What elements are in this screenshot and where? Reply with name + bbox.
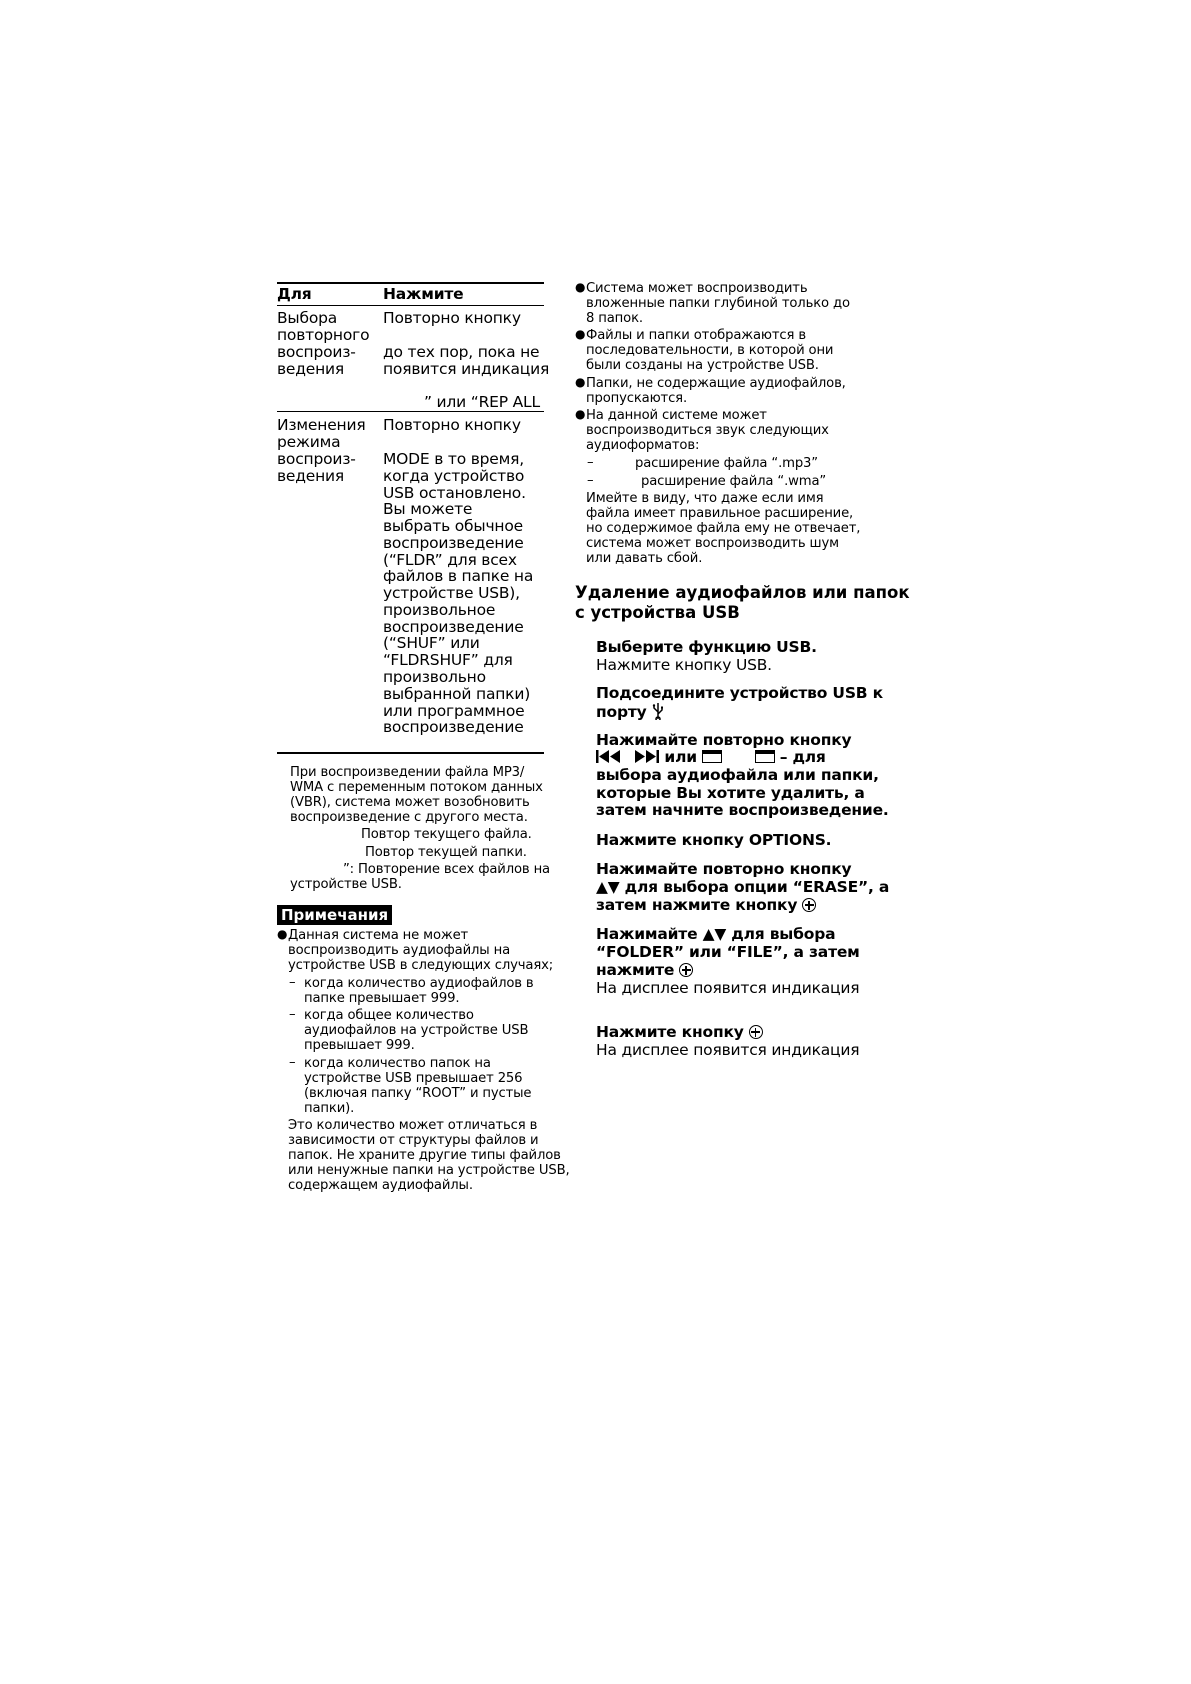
step6-line xyxy=(596,925,835,943)
note-tail-line: зависимости от структуры файлов и xyxy=(288,1133,539,1148)
table-header-rule xyxy=(277,305,544,306)
note-dash-line: когда общее количество xyxy=(304,1008,474,1023)
row2-col2-line: выбрать обычное xyxy=(383,517,523,535)
step6-text: Нажимайте xyxy=(596,925,698,943)
dash-icon: – xyxy=(289,975,296,990)
row2-col2-line: произвольное xyxy=(383,601,496,619)
step1-text: Нажмите кнопку USB. xyxy=(596,656,772,674)
repeat-mode-line: Повтор текущей папки. xyxy=(365,845,527,860)
step5-line xyxy=(596,878,889,896)
note-line: воспроизводить аудиофайлы на xyxy=(288,943,511,958)
note-dash-line: (включая папку “ROOT” и пустые xyxy=(304,1086,532,1101)
note-dash-line: аудиофайлов на устройстве USB xyxy=(304,1023,529,1038)
notes-heading: Примечания xyxy=(277,905,392,925)
right-bullet-line: пропускаются. xyxy=(586,391,687,406)
row2-col2-line: устройстве USB), xyxy=(383,584,520,602)
note-dash-line: превышает 999. xyxy=(304,1038,415,1053)
step6-text: нажмите xyxy=(596,961,675,979)
right-tail-line: Имейте в виду, что даже если имя xyxy=(586,491,824,506)
repeat-mode-line: Повтор текущего файла. xyxy=(361,827,532,842)
vbr-note-line: (VBR), система может возобновить xyxy=(290,795,530,810)
note-tail-line: содержащем аудиофайлы. xyxy=(288,1178,473,1193)
right-tail-line: система может воспроизводить шум xyxy=(586,536,839,551)
table-bottom-rule xyxy=(277,752,544,754)
row1-col2-line: появится индикация xyxy=(383,360,550,378)
section-heading: с устройства USB xyxy=(575,603,740,622)
right-bullet-line: На данной системе может xyxy=(586,408,767,423)
enter-icon xyxy=(679,963,693,977)
right-bullet-line: последовательности, в которой они xyxy=(586,343,834,358)
note-line: Данная система не может xyxy=(288,928,469,943)
step5-line xyxy=(596,896,816,914)
row2-col1-line: режима xyxy=(277,433,341,451)
table-top-rule xyxy=(277,282,544,284)
next-track-icon xyxy=(633,748,664,766)
usb-icon xyxy=(652,703,664,721)
right-bullet-line: Система может воспроизводить xyxy=(586,281,808,296)
down-arrow-icon: ▼ xyxy=(714,925,727,943)
step4-title: Нажмите кнопку OPTIONS. xyxy=(596,831,832,849)
row2-col2-line: воспроизведение xyxy=(383,618,524,636)
row2-col2-line: воспроизведение xyxy=(383,718,524,736)
enter-icon xyxy=(749,1025,763,1039)
row2-col1-line: воспроиз- xyxy=(277,450,356,468)
note-dash-line: когда количество папок на xyxy=(304,1056,491,1071)
table-header-col2: Нажмите xyxy=(383,285,464,303)
bullet-icon: ● xyxy=(277,927,288,941)
row2-col2-line: или программное xyxy=(383,702,525,720)
format-line: расширение файла “.mp3” xyxy=(635,456,818,471)
row2-col2-line: Вы можете xyxy=(383,500,473,518)
right-bullet-line: 8 папок. xyxy=(586,311,643,326)
table-row-rule xyxy=(277,411,544,412)
note-line: устройстве USB в следующих случаях; xyxy=(288,958,554,973)
step2-title: Подсоедините устройство USB к xyxy=(596,684,883,702)
row2-col2-line: произвольно xyxy=(383,668,486,686)
table-header-col1: Для xyxy=(277,285,312,303)
step5-text: для выбора опции “ERASE”, а xyxy=(624,878,890,896)
step5-text: затем нажмите кнопку xyxy=(596,896,798,914)
row2-col2-line: MODE в то время, xyxy=(383,450,524,468)
step5-line: Нажимайте повторно кнопку xyxy=(596,860,852,878)
step3-keys-line xyxy=(596,748,826,766)
dash-icon: – xyxy=(289,1055,296,1070)
vbr-note-line: При воспроизведении файла MP3/ xyxy=(290,765,525,780)
bullet-icon: ● xyxy=(575,280,586,294)
step6-text: для выбора xyxy=(731,925,836,943)
note-dash-line: когда количество аудиофайлов в xyxy=(304,976,534,991)
row2-col2-line: когда устройство xyxy=(383,467,525,485)
step3-line: затем начните воспроизведение. xyxy=(596,801,889,819)
row2-col1-line: ведения xyxy=(277,467,345,485)
note-tail-line: или ненужные папки на устройстве USB, xyxy=(288,1163,570,1178)
down-arrow-icon: ▼ xyxy=(607,878,620,896)
up-arrow-icon: ▲ xyxy=(702,925,715,943)
folder-plus-icon xyxy=(755,750,775,763)
prev-track-icon xyxy=(596,748,627,766)
row1-col2-line: до тех пор, пока не xyxy=(383,343,540,361)
vbr-note-line: воспроизведение с другого места. xyxy=(290,810,528,825)
dash-icon: – xyxy=(587,455,594,470)
right-tail-line: но содержимое файла ему не отвечает, xyxy=(586,521,861,536)
row1-col1-line: воспроиз- xyxy=(277,343,356,361)
right-bullet-line: Файлы и папки отображаются в xyxy=(586,328,806,343)
step2-port-text: порту xyxy=(596,703,647,721)
note-tail-line: Это количество может отличаться в xyxy=(288,1118,538,1133)
vbr-note-line: WMA с переменным потоком данных xyxy=(290,780,543,795)
note-dash-line: папки). xyxy=(304,1101,355,1116)
or-text: или xyxy=(664,748,697,766)
step6-line: “FOLDER” или “FILE”, а затем xyxy=(596,943,860,961)
row2-col2-line: выбранной папки) xyxy=(383,685,531,703)
dash-icon: – xyxy=(289,1007,296,1022)
right-bullet-line: вложенные папки глубиной только до xyxy=(586,296,850,311)
bullet-icon: ● xyxy=(575,407,586,421)
right-tail-line: файла имеет правильное расширение, xyxy=(586,506,854,521)
row2-col2-line: USB остановлено. xyxy=(383,484,526,502)
repeat-mode-line: устройстве USB. xyxy=(290,877,402,892)
dash-for-text: – для xyxy=(779,748,826,766)
bullet-icon: ● xyxy=(575,327,586,341)
step6-line xyxy=(596,961,693,979)
enter-icon xyxy=(802,898,816,912)
right-bullet-line: были созданы на устройстве USB. xyxy=(586,358,819,373)
right-bullet-line: Папки, не содержащие аудиофайлов, xyxy=(586,376,846,391)
right-tail-line: или давать сбой. xyxy=(586,551,703,566)
row2-col2-line: (“SHUF” или xyxy=(383,634,480,652)
step3-line: которые Вы хотите удалить, а xyxy=(596,784,865,802)
step3-title: Нажимайте повторно кнопку xyxy=(596,731,852,749)
row1-col2-line: ” или “REP ALL xyxy=(424,393,540,411)
row2-col2-line: файлов в папке на xyxy=(383,567,534,585)
row2-col2-line: (“FLDR” для всех xyxy=(383,551,517,569)
format-line: расширение файла “.wma” xyxy=(641,474,827,489)
section-heading: Удаление аудиофайлов или папок xyxy=(575,583,910,602)
right-bullet-line: аудиоформатов: xyxy=(586,438,700,453)
up-arrow-icon: ▲ xyxy=(596,878,608,896)
step7-result: На дисплее появится индикация xyxy=(596,1041,860,1059)
row2-col1-line: Изменения xyxy=(277,416,366,434)
step7-title xyxy=(596,1023,763,1041)
step1-title: Выберите функцию USB. xyxy=(596,638,817,656)
row2-col2-line: “FLDRSHUF” для xyxy=(383,651,513,669)
note-dash-line: папке превышает 999. xyxy=(304,991,460,1006)
note-dash-line: устройстве USB превышает 256 xyxy=(304,1071,523,1086)
step7-text: Нажмите кнопку xyxy=(596,1023,744,1041)
bullet-icon: ● xyxy=(575,375,586,389)
row1-col1-line: Выбора xyxy=(277,309,338,327)
row2-col2-line: воспроизведение xyxy=(383,534,524,552)
right-bullet-line: воспроизводиться звук следующих xyxy=(586,423,829,438)
row1-col2-line: Повторно кнопку xyxy=(383,309,521,327)
note-tail-line: папок. Не храните другие типы файлов xyxy=(288,1148,561,1163)
repeat-mode-line: ”: Повторение всех файлов на xyxy=(343,862,550,877)
step3-line: выбора аудиофайла или папки, xyxy=(596,766,879,784)
dash-icon: – xyxy=(587,473,594,488)
step6-result: На дисплее появится индикация xyxy=(596,979,860,997)
row1-col1-line: ведения xyxy=(277,360,345,378)
step2-title xyxy=(596,702,664,721)
row1-col1-line: повторного xyxy=(277,326,370,344)
folder-minus-icon xyxy=(702,750,722,763)
row2-col2-line: Повторно кнопку xyxy=(383,416,521,434)
